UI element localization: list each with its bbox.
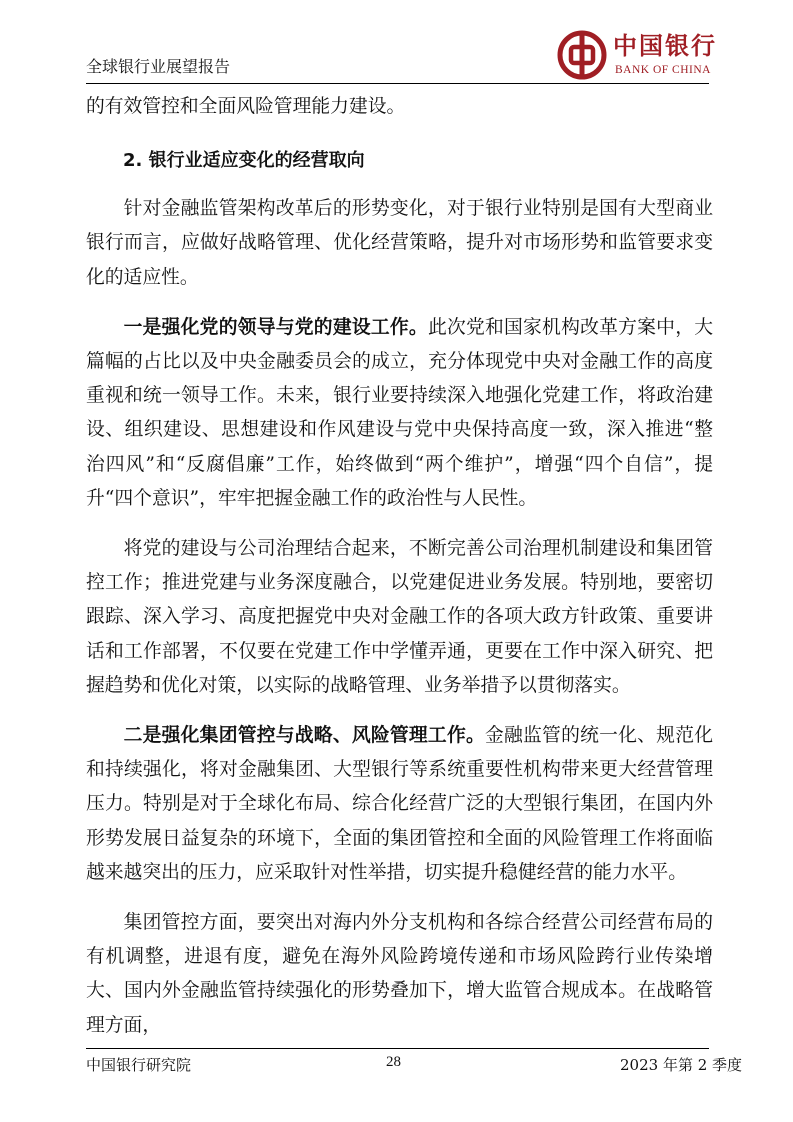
paragraph-3: 将党的建设与公司治理结合起来，不断完善公司治理机制建设和集团管控工作；推进党建与业务深度融合，以党建促进业务发展。特别地，要密切跟踪、深入学习、高度把握党中央对金融工作的各项大政方针政策、重要讲话和工作部署，不仅要在党建工作中学懂弄通，更要在工作中深入研究、把握趋势和优化对策，以实际的战略管理、业务举措予以贯彻落实。 [86, 538, 713, 696]
paragraph-1: 针对金融监管架构改革后的形势变化，对于银行业特别是国有大型商业银行而言，应做好战略管理、优化经营策略，提升对市场形势和监管要求变化的适应性。 [86, 198, 713, 288]
page-number: 28 [386, 1054, 401, 1070]
paragraph-2 [86, 311, 713, 516]
header-divider [86, 83, 709, 84]
bank-logo [557, 30, 717, 80]
logo-english-name: BANK OF CHINA [615, 64, 711, 76]
paragraph-4 [86, 719, 713, 890]
paragraph-2-lead: 一是强化党的领导与党的建设工作。 [123, 316, 428, 338]
report-title: 全球银行业展望报告 [86, 57, 231, 76]
paragraph-4-body: 金融监管的统一化、规范化和持续强化，将对金融集团、大型银行等系统重要性机构带来更大经营管理压力。特别是对于全球化布局、综合化经营广泛的大型银行集团，在国内外形势发展日益复杂的环境下，全面的集团管控和全面的风险管理工作将面临越来越突出的压力，应采取针对性举措，切实提升稳健经营的能力水平。 [86, 725, 714, 883]
footer-institute: 中国银行研究院 [86, 1056, 192, 1074]
page-body [86, 90, 713, 1043]
bank-of-china-emblem-icon [557, 30, 607, 80]
paragraph-5: 集团管控方面，要突出对海内外分支机构和各综合经营公司经营布局的有机调整，进退有度，避免在海外风险跨境传递和市场风险跨行业传染增大、国内外金融监管持续强化的形势叠加下，增大监管合规成本。在战略管理方面， [86, 912, 713, 1036]
footer-divider [86, 1048, 709, 1049]
footer-quarter: 2023 年第 2 季度 [620, 1056, 743, 1074]
paragraph-2-body: 此次党和国家机构改革方案中，大篇幅的占比以及中央金融委员会的成立，充分体现党中央对金融工作的高度重视和统一领导工作。未来，银行业要持续深入地强化党建工作，将政治建设、组织建设、思想建设和作风建设与党中央保持高度一致，深入推进“整治四风”和“反腐倡廉”工作，始终做到“两个维护”，增强“四个自信”，提升“四个意识”，牢牢把握金融工作的政治性与人民性。 [86, 316, 714, 509]
continued-line: 的有效管控和全面风险管理能力建设。 [86, 96, 406, 117]
paragraph-4-lead: 二是强化集团管控与战略、风险管理工作。 [123, 725, 485, 747]
logo-chinese-name: 中国银行 [613, 31, 717, 60]
section-heading: 2. 银行业适应变化的经营取向 [123, 150, 365, 172]
